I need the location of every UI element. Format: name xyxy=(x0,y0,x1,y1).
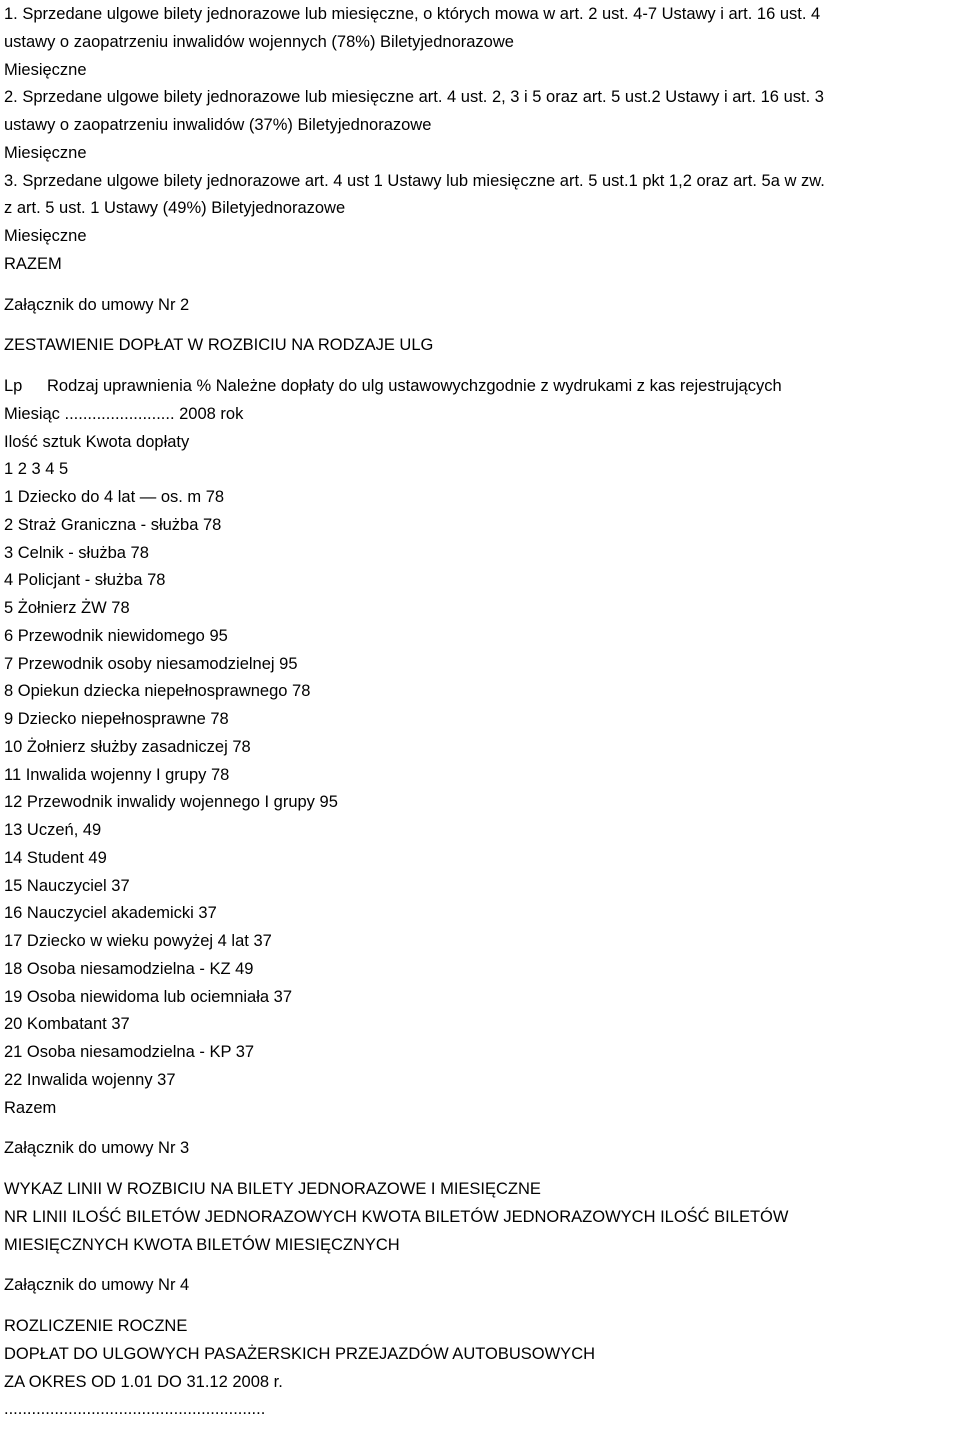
spacer xyxy=(4,360,956,373)
table-row: 13 Uczeń, 49 xyxy=(4,821,102,839)
table-row: 21 Osoba niesamodzielna - KP 37 xyxy=(4,1043,255,1061)
table-row: 22 Inwalida wojenny 37 xyxy=(4,1070,176,1089)
table-row: 2 Straż Graniczna - służba 78 xyxy=(4,515,222,534)
table-row: 14 Student 49 xyxy=(4,848,107,867)
spacer xyxy=(4,319,956,332)
item-1-line-1: 1. Sprzedane ulgowe bilety jednorazowe lub miesięczne, o których mowa w art. 2 ust. 4-7 Ustawy i art. 16 ust. 4 xyxy=(4,5,821,23)
table-row: 11 Inwalida wojenny I grupy 78 xyxy=(4,765,230,784)
table-row: 7 Przewodnik osoby niesamodzielnej 95 xyxy=(4,654,298,673)
attachment-4-dots: ......................................................... xyxy=(4,1400,266,1419)
attachment-2-title: ZESTAWIENIE DOPŁAT W ROZBICIU NA RODZAJE ULG xyxy=(4,336,434,355)
column-numbers: 1 2 3 4 5 xyxy=(4,460,69,479)
table-row: 18 Osoba niesamodzielna - KZ 49 xyxy=(4,959,254,978)
table-header xyxy=(4,373,956,401)
table-row: 17 Dziecko w wieku powyżej 4 lat 37 xyxy=(4,932,272,950)
table-row: 6 Przewodnik niewidomego 95 xyxy=(4,626,228,645)
item-2-line-1: 2. Sprzedane ulgowe bilety jednorazowe lub miesięczne art. 4 ust. 2, 3 i 5 oraz art. 5 ust.2 Ustawy i art. 16 ust. 3 xyxy=(4,88,824,107)
table-row: 12 Przewodnik inwalidy wojennego I grupy 95 xyxy=(4,793,338,812)
header-lp: Lp xyxy=(4,377,23,395)
attachment-3-heading: Załącznik do umowy Nr 3 xyxy=(4,1139,190,1158)
item-2-line-2: ustawy o zaopatrzeniu inwalidów (37%) Biletyjednorazowe xyxy=(4,116,432,134)
item-2-line-3: Miesięczne xyxy=(4,143,87,162)
section1-total: RAZEM xyxy=(4,254,62,273)
attachment-2 xyxy=(4,292,956,1123)
attachment-4-title: ROZLICZENIE ROCZNE xyxy=(4,1317,188,1335)
table-row: 3 Celnik - służba 78 xyxy=(4,543,149,562)
table-row: 4 Policjant - służba 78 xyxy=(4,571,166,590)
item-3-line-2: z art. 5 ust. 1 Ustawy (49%) Biletyjednorazowe xyxy=(4,199,346,218)
table-row: 20 Kombatant 37 xyxy=(4,1015,130,1034)
item-1-line-2: ustawy o zaopatrzeniu inwalidów wojennych (78%) Biletyjednorazowe xyxy=(4,32,514,51)
item-1-line-3: Miesięczne xyxy=(4,60,87,79)
header-rest: Rodzaj uprawnienia % Należne dopłaty do ulg ustawowychzgodnie z wydrukami z kas rejestrujących xyxy=(47,377,782,395)
table-row: 5 Żołnierz ŻW 78 xyxy=(4,599,130,617)
attachment-2-heading: Załącznik do umowy Nr 2 xyxy=(4,295,190,314)
spacer xyxy=(4,1163,956,1176)
table-row: 19 Osoba niewidoma lub ociemniała 37 xyxy=(4,987,293,1006)
spacer xyxy=(4,1122,956,1135)
table-row: 10 Żołnierz służby zasadniczej 78 xyxy=(4,737,251,756)
spacer xyxy=(4,1300,956,1313)
table-row: 8 Opiekun dziecka niepełnosprawnego 78 xyxy=(4,682,311,701)
attachment-2-total: Razem xyxy=(4,1098,57,1117)
table-row: 1 Dziecko do 4 lat — os. m 78 xyxy=(4,488,225,506)
table-row: 16 Nauczyciel akademicki 37 xyxy=(4,904,217,923)
attachment-4-heading: Załącznik do umowy Nr 4 xyxy=(4,1276,190,1295)
spacer xyxy=(4,279,956,292)
attachment-4-subtitle: DOPŁAT DO ULGOWYCH PASAŻERSKICH PRZEJAZDÓW AUTOBUSOWYCH xyxy=(4,1344,596,1363)
table-row: 15 Nauczyciel 37 xyxy=(4,876,130,895)
entitlement-rows xyxy=(4,484,956,1095)
attachment-4 xyxy=(4,1272,956,1424)
spacer xyxy=(4,1259,956,1272)
attachment-3-columns-line-2: MIESIĘCZNYCH KWOTA BILETÓW MIESIĘCZNYCH xyxy=(4,1235,400,1254)
attachment-3 xyxy=(4,1135,956,1259)
attachment-3-title: WYKAZ LINII W ROZBICIU NA BILETY JEDNORAZOWE I MIESIĘCZNE xyxy=(4,1180,541,1198)
columns-line: Ilość sztuk Kwota dopłaty xyxy=(4,432,190,451)
item-3-line-3: Miesięczne xyxy=(4,227,87,245)
attachment-3-columns-line-1: NR LINII ILOŚĆ BILETÓW JEDNORAZOWYCH KWOTA BILETÓW JEDNORAZOWYCH ILOŚĆ BILETÓW xyxy=(4,1207,789,1226)
attachment-4-period: ZA OKRES OD 1.01 DO 31.12 2008 r. xyxy=(4,1372,283,1391)
table-row: 9 Dziecko niepełnosprawne 78 xyxy=(4,710,229,728)
item-3-line-1: 3. Sprzedane ulgowe bilety jednorazowe art. 4 ust 1 Ustawy lub miesięczne art. 5 ust.1 pkt 1,2 oraz art. 5a w zw. xyxy=(4,171,825,190)
section-sold-tickets xyxy=(4,1,956,279)
month-line: Miesiąc ........................ 2008 rok xyxy=(4,404,244,423)
